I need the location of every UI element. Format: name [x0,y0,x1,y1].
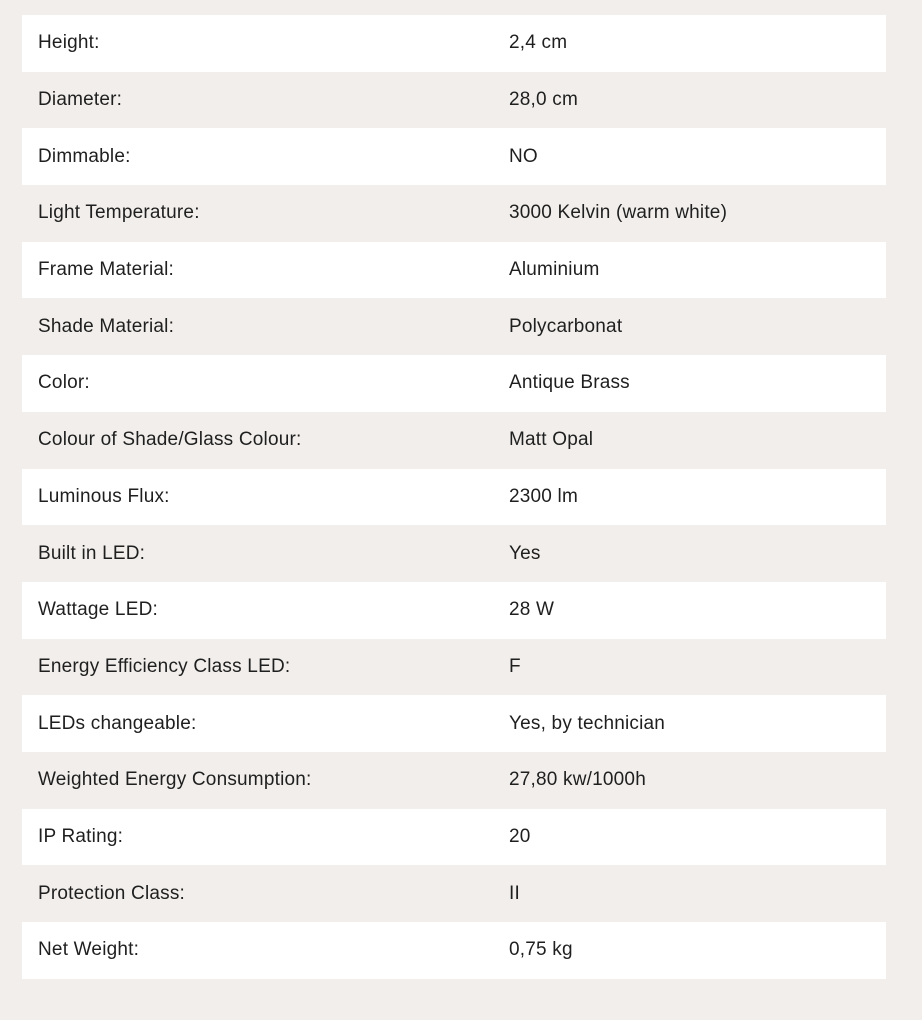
specifications-table [22,15,886,979]
spec-row-leds-changeable [22,695,886,752]
spec-row-net-weight [22,922,886,979]
spec-label: Height: [38,32,100,54]
spec-value: Matt Opal [509,429,594,451]
spec-label: IP Rating: [38,825,124,847]
spec-value: 28 W [509,599,555,621]
spec-value: 2300 lm [509,485,578,507]
spec-value: 3000 Kelvin (warm white) [509,202,728,224]
spec-row-ip-rating [22,809,886,866]
spec-label: Diameter: [38,89,123,111]
spec-row-energy-efficiency [22,639,886,696]
spec-row-frame-material [22,242,886,299]
spec-value: 20 [509,825,531,847]
spec-row-dimmable [22,128,886,185]
spec-label: Net Weight: [38,939,140,961]
spec-label: Frame Material: [38,259,175,281]
spec-row-built-in-led [22,525,886,582]
spec-label: Luminous Flux: [38,485,170,507]
spec-row-energy-consumption [22,752,886,809]
spec-row-shade-colour [22,412,886,469]
spec-row-shade-material [22,298,886,355]
spec-label: Colour of Shade/Glass Colour: [38,429,302,451]
spec-label: Energy Efficiency Class LED: [38,655,291,677]
spec-value: 27,80 kw/1000h [509,769,646,791]
spec-label: Color: [38,372,90,394]
spec-row-luminous-flux [22,469,886,526]
spec-label: Light Temperature: [38,202,200,224]
spec-row-color [22,355,886,412]
spec-label: Protection Class: [38,882,186,904]
spec-label: Weighted Energy Consumption: [38,769,312,791]
spec-value: 28,0 cm [509,89,578,111]
spec-label: Shade Material: [38,315,175,337]
spec-row-diameter [22,72,886,129]
spec-value: Yes [509,542,541,564]
spec-row-height [22,15,886,72]
spec-value: Polycarbonat [509,315,623,337]
spec-label: Wattage LED: [38,599,158,621]
spec-label: Built in LED: [38,542,146,564]
spec-row-light-temperature [22,185,886,242]
spec-row-protection-class [22,865,886,922]
spec-value: F [509,655,521,677]
spec-value: Aluminium [509,259,600,281]
spec-value: Antique Brass [509,372,630,394]
spec-value: II [509,882,520,904]
spec-value: Yes, by technician [509,712,666,734]
spec-value: 0,75 kg [509,939,573,961]
spec-value: 2,4 cm [509,32,568,54]
spec-label: LEDs changeable: [38,712,197,734]
spec-label: Dimmable: [38,145,131,167]
spec-row-wattage-led [22,582,886,639]
spec-value: NO [509,145,538,167]
